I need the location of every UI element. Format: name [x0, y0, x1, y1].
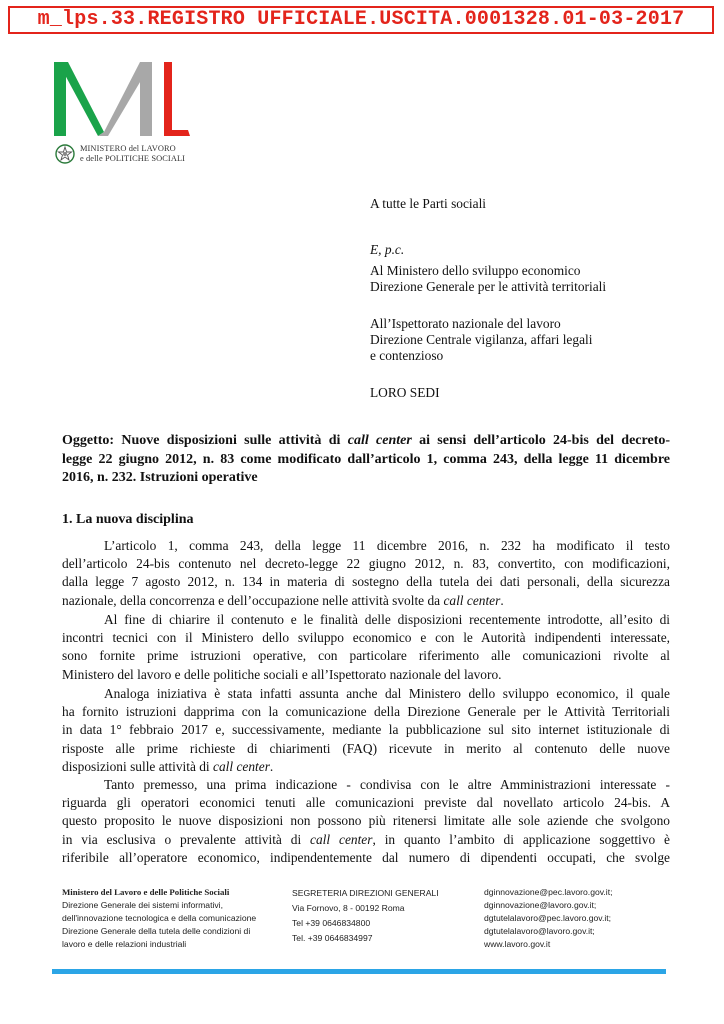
recipient-to: A tutte le Parti sociali [370, 196, 487, 211]
footer-line: Tel. +39 0646834997 [292, 933, 373, 943]
recipient-line: Direzione Generale per le attività territoriali [370, 279, 607, 294]
ministry-name-line1: MINISTERO del LAVORO [80, 144, 176, 153]
paragraph-3 [62, 685, 670, 776]
recipient-line: Direzione Centrale vigilanza, affari legali [370, 332, 593, 347]
footer-email-link[interactable]: dginnovazione@pec.lavoro.gov.it; [484, 887, 613, 897]
footer-website-link[interactable]: www.lavoro.gov.it [484, 939, 551, 949]
paragraph-line: ha fornito istruzioni dapprima con la comunicazione della Direzione Generale per le Attività Territoriali [62, 704, 670, 720]
subject-block [62, 432, 670, 488]
paragraph-1 [62, 537, 670, 610]
paragraph-line: sono fornite prime istruzioni operative, con particolare riferimento alle comunicazioni rivolte al [62, 648, 670, 664]
paragraph-line: Al fine di chiarire il contenuto e le finalità delle disposizioni recentemente introdotte, all’esito di [104, 612, 670, 627]
loro-sedi: LORO SEDI [370, 385, 440, 400]
footer-contacts-column [484, 886, 612, 951]
subject-line: Oggetto: Nuove disposizioni sulle attività di call center ai sensi dell’articolo 24-bis del decreto- [62, 433, 671, 448]
protocol-stamp: m_lps.33.REGISTRO UFFICIALE.USCITA.0001328.01-03-2017 [8, 6, 714, 34]
footer-email-link[interactable]: dgtutelalavoro@lavoro.gov.it; [484, 926, 595, 936]
paragraph-line: incontri tecnici con il Ministero dello sviluppo economico e con le Autorità indipendenti interessate, [62, 630, 670, 646]
footer-divider [52, 969, 666, 974]
recipient-pc: E, p.c. [370, 242, 405, 257]
recipient-block-mise [370, 263, 606, 295]
paragraph-line: Tanto premesso, una prima indicazione - condivisa con le altre Amministrazioni interessate - [104, 777, 670, 792]
paragraph-line: L’articolo 1, comma 243, della legge 11 dicembre 2016, n. 232 ha modificato il testo [104, 538, 670, 553]
footer-line: Ministero del Lavoro e delle Politiche Sociali [62, 887, 230, 897]
paragraph-line: Ministero del lavoro e delle politiche sociali e all’Ispettorato nazionale del lavoro. [62, 666, 502, 682]
footer-line: SEGRETERIA DIREZIONI GENERALI [292, 888, 439, 898]
footer-ministry-column [62, 886, 256, 951]
footer-address-column [292, 886, 439, 946]
paragraph-line: riferibile all’operatore economico, indipendentemente dal numero di dipendenti occupati, che svolge [62, 849, 670, 865]
paragraph-4 [62, 776, 670, 867]
paragraph-2 [62, 611, 670, 684]
subject-line: 2016, n. 232. Istruzioni operative [62, 470, 258, 485]
ministry-name [80, 144, 185, 164]
recipient-line: Al Ministero dello sviluppo economico [370, 263, 581, 278]
recipient-block-inl [370, 316, 592, 364]
footer-email-link[interactable]: dgtutelalavoro@pec.lavoro.gov.it; [484, 913, 612, 923]
paragraph-line: disposizioni sulle attività di call center. [62, 758, 274, 774]
recipient-line: e contenzioso [370, 348, 444, 363]
paragraph-line: questo proposito le nuove disposizioni non possono più ritenersi limitate alle sole aziende che svolgono [62, 813, 670, 829]
paragraph-line: in via esclusiva o prevalente attività di call center, in quanto l’ambito di applicazione soggettivo è [62, 831, 670, 847]
footer-line: Tel +39 0646834800 [292, 918, 371, 928]
section-title: 1. La nuova disciplina [62, 512, 194, 527]
italian-republic-emblem-icon [54, 142, 76, 166]
footer-email-link[interactable]: dginnovazione@lavoro.gov.it; [484, 900, 597, 910]
ministry-ml-logo [52, 58, 192, 138]
paragraph-line: dalla legge 7 agosto 2012, n. 134 in materia di sostegno della tutela dei dati personali, della sicurezza [62, 574, 670, 590]
footer-line: Direzione Generale dei sistemi informativi, [62, 900, 223, 910]
letterhead-footer [62, 886, 672, 966]
ministry-header [54, 142, 224, 168]
paragraph-line: riguarda gli operatori economici tenuti alle comunicazioni previste dal novellato articolo 24-bis. A [62, 795, 670, 811]
paragraph-line: Analoga iniziativa è stata infatti assunta anche dal Ministero dello sviluppo economico, il quale [104, 686, 670, 701]
paragraph-line: in data 1° febbraio 2017 e, successivamente, mediante la pubblicazione sul sito internet istituzionale di [62, 722, 670, 738]
paragraph-line: risposte alle prime richieste di chiarimenti (FAQ) ricevute in merito al contenuto delle nuove [62, 740, 670, 756]
paragraph-line: nazionale, della concorrenza e dell’occupazione nelle attività svolte da call center. [62, 592, 504, 608]
paragraph-line: dell’articolo 24-bis contenuto nel decreto-legge 22 giugno 2012, n. 83, convertito, con modificazioni, [62, 556, 670, 572]
subject-line: legge 22 giugno 2012, n. 83 come modificato dall’articolo 1, comma 243, della legge 11 dicembre [62, 451, 670, 467]
footer-line: Via Fornovo, 8 - 00192 Roma [292, 903, 405, 913]
recipient-line: All’Ispettorato nazionale del lavoro [370, 316, 561, 331]
footer-line: dell'innovazione tecnologica e della comunicazione [62, 913, 257, 923]
footer-line: Direzione Generale della tutela delle condizioni di [62, 926, 251, 936]
ministry-name-line2: e delle POLITICHE SOCIALI [80, 154, 186, 163]
footer-line: lavoro e delle relazioni industriali [62, 939, 187, 949]
